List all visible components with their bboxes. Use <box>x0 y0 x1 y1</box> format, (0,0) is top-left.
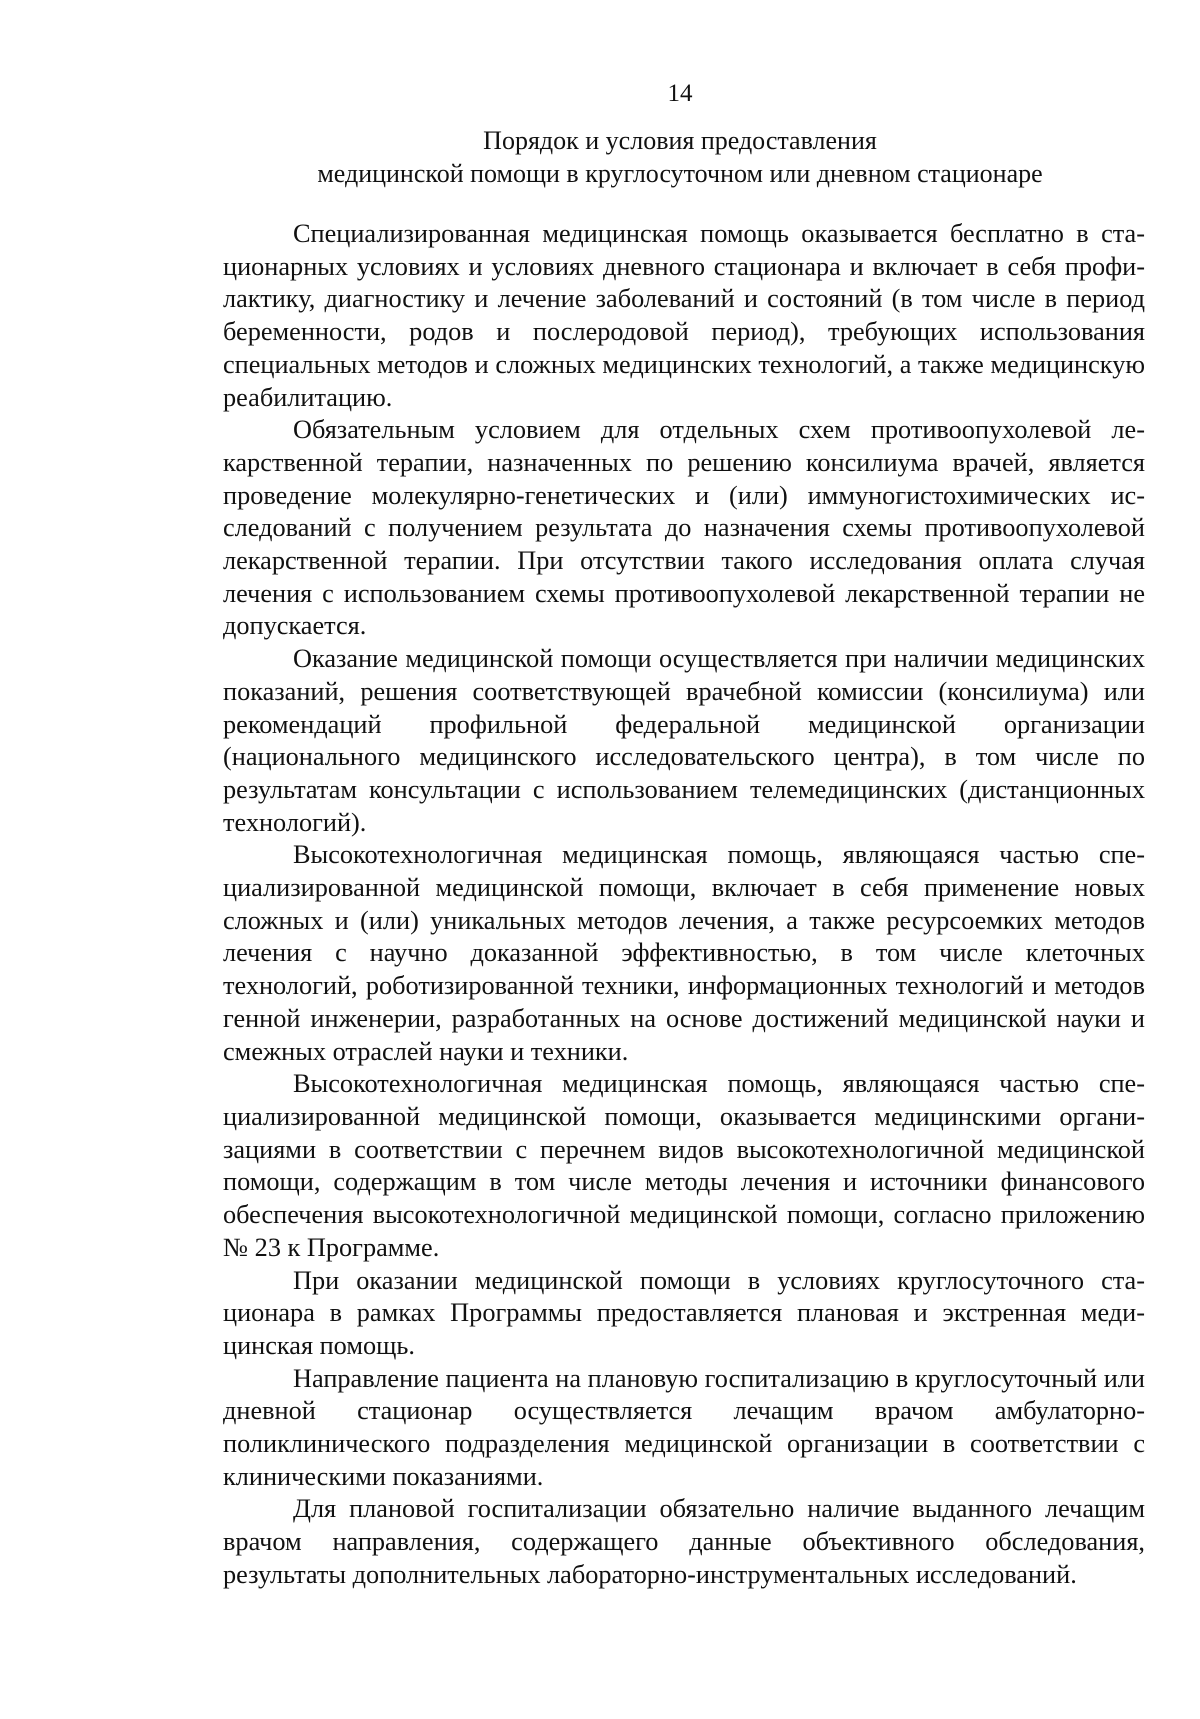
page-number: 14 <box>667 80 693 107</box>
paragraph-2: Обязательным условием для отдельных схем противоопухолевой лекарственной терапии, назначенных по решению консилиума врачей, является проведение молекулярно-генетических и (или) иммуногистохимических исследований с получением результата до назначения схемы противоопухолевой лекарственной терапии. При отсутствии такого исследования оплата случая лечения с использованием схемы противоопухолевой лекарственной терапии не допускается. <box>223 415 1145 641</box>
paragraph-7: Направление пациента на плановую госпитализацию в круглосуточный или дневной стационар осуществляется лечащим врачом амбулаторно-поликлинического подразделения медицинской организации в соответствии с клиническими показаниями. <box>223 1363 1145 1491</box>
paragraph-3: Оказание медицинской помощи осуществляется при наличии медицинских показаний, решения соответствующей врачебной комиссии (консилиума) или рекомендаций профильной федеральной медицинской организации (национального медицинского исследовательского центра), в том числе по результатам консультации с использованием телемедицинских (дистанционных технологий). <box>223 644 1145 837</box>
section-title-line-1: Порядок и условия предоставления <box>483 126 877 155</box>
paragraph-1: Специализированная медицинская помощь оказывается бесплатно в стационарных условиях и условиях дневного стационара и включает в себя профилактику, диагностику и лечение заболеваний и состояний (в том числе в период беременности, родов и послеродовой период), требующих использования специальных методов и сложных медицинских технологий, а также медицинскую реабилитацию. <box>223 219 1145 412</box>
paragraph-6: При оказании медицинской помощи в условиях круглосуточного стационара в рамках Программы предоставляется плановая и экстренная медицинская помощь. <box>223 1265 1145 1360</box>
paragraph-8: Для плановой госпитализации обязательно наличие выданного лечащим врачом направления, содержащего данные объективного обследования, результаты дополнительных лабораторно-инструментальных исследований. <box>223 1494 1145 1589</box>
paragraph-4: Высокотехнологичная медицинская помощь, являющаяся частью специализированной медицинской помощи, включает в себя применение новых сложных и (или) уникальных методов лечения, а также ресурсоемких методов лечения с научно доказанной эффективностью, в том числе клеточных технологий, роботизированной техники, информационных технологий и методов генной инженерии, разработанных на основе достижений медицинской науки и смежных отраслей науки и техники. <box>223 840 1145 1066</box>
paragraph-5: Высокотехнологичная медицинская помощь, являющаяся частью специализированной медицинской помощи, оказывается медицинскими организациями в соответствии с перечнем видов высокотехнологичной медицинской помощи, содержащим в том числе методы лечения и источники финансового обеспечения высокотехнологичной медицинской помощи, согласно приложению № 23 к Программе. <box>223 1069 1145 1262</box>
section-title <box>230 124 1130 190</box>
section-title-line-2: медицинской помощи в круглосуточном или дневном стационаре <box>317 159 1043 188</box>
body-text <box>223 218 1145 1592</box>
